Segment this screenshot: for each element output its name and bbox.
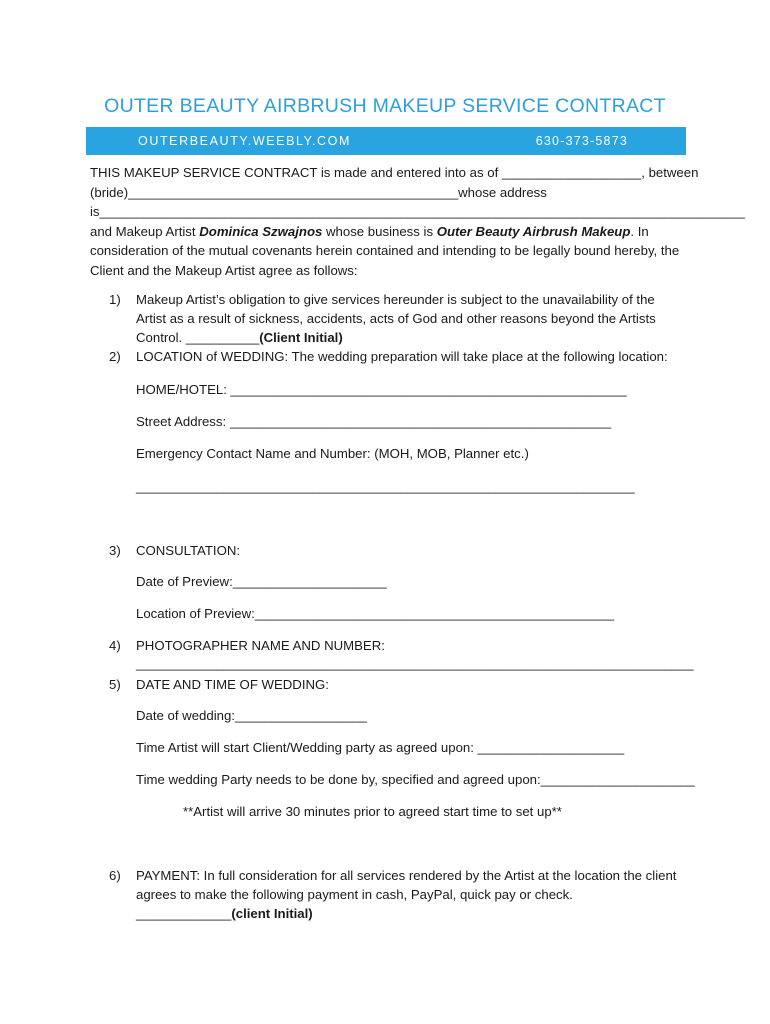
intro-line-1: THIS MAKEUP SERVICE CONTRACT is made and entered into as of ___________________, between [90,165,699,180]
phone-text: 630-373-5873 [535,134,628,148]
intro-text: . In [630,223,649,239]
street-address-field: Street Address: ____________________________________________________ [136,414,612,429]
photographer-heading: PHOTOGRAPHER NAME AND NUMBER: [136,638,385,653]
artist-name: Dominica Szwajnos [199,223,323,239]
item-number: 1) [109,292,121,307]
time-start-field: Time Artist will start Client/Wedding party as agreed upon: ____________________ [136,740,625,755]
business-name: Outer Beauty Airbrush Makeup [436,223,631,239]
date-of-wedding-field: Date of wedding:__________________ [136,708,367,723]
intro-line-4 [90,222,680,242]
intro-line-3: is________________________________________________________________________________________ [90,204,745,219]
item-1-line-3 [136,330,343,345]
arrival-note: **Artist will arrive 30 minutes prior to agreed start time to set up** [183,804,562,819]
intro-text: whose business is [322,223,437,239]
item-number: 3) [109,543,121,558]
time-done-field: Time wedding Party needs to be done by, specified and agreed upon:_____________________ [136,772,695,787]
date-of-preview-field: Date of Preview:_____________________ [136,574,387,589]
home-hotel-field: HOME/HOTEL: ______________________________________________________ [136,382,627,397]
client-initial-label: (client Initial) [231,906,313,921]
location-of-preview-field: Location of Preview:_________________________________________________ [136,606,615,621]
payment-line-1: PAYMENT: In full consideration for all services rendered by the Artist at the location the client [136,868,677,883]
initial-blank: _____________ [136,906,232,921]
document-title: OUTER BEAUTY AIRBRUSH MAKEUP SERVICE CONTRACT [104,95,666,117]
photographer-field: ____________________________________________________________________________ [136,656,694,671]
payment-line-2: agrees to make the following payment in cash, PayPal, quick pay or check. [136,887,573,902]
intro-line-6: Client and the Makeup Artist agree as follows: [90,262,358,278]
intro-text: and Makeup Artist [90,223,200,239]
initial-blank: Control. __________ [136,330,260,345]
item-number: 5) [109,677,121,692]
item-number: 2) [109,349,121,364]
intro-line-5: consideration of the mutual covenants herein contained and intending to be legally bound hereby, the [90,243,680,258]
date-time-heading: DATE AND TIME OF WEDDING: [136,677,329,692]
consultation-heading: CONSULTATION: [136,543,241,558]
item-number: 6) [109,868,121,883]
item-1-line-2: Artist as a result of sickness, accidents, acts of God and other reasons beyond the Artists [136,311,656,326]
location-heading: LOCATION of WEDDING: The wedding preparation will take place at the following location: [136,349,668,364]
intro-line-2: (bride)_____________________________________________whose address [90,184,547,200]
client-initial-label: (Client Initial) [259,330,343,345]
header-band [86,127,686,155]
website-text: OUTERBEAUTY.WEEBLY.COM [138,134,352,148]
emergency-contact-field: ____________________________________________________________________ [136,479,635,494]
intro-paragraph [90,163,745,280]
payment-line-3 [136,906,313,921]
item-number: 4) [109,638,121,653]
item-1-line-1: Makeup Artist’s obligation to give services hereunder is subject to the unavailability of the [136,292,655,307]
emergency-contact-label: Emergency Contact Name and Number: (MOH, MOB, Planner etc.) [136,446,529,461]
